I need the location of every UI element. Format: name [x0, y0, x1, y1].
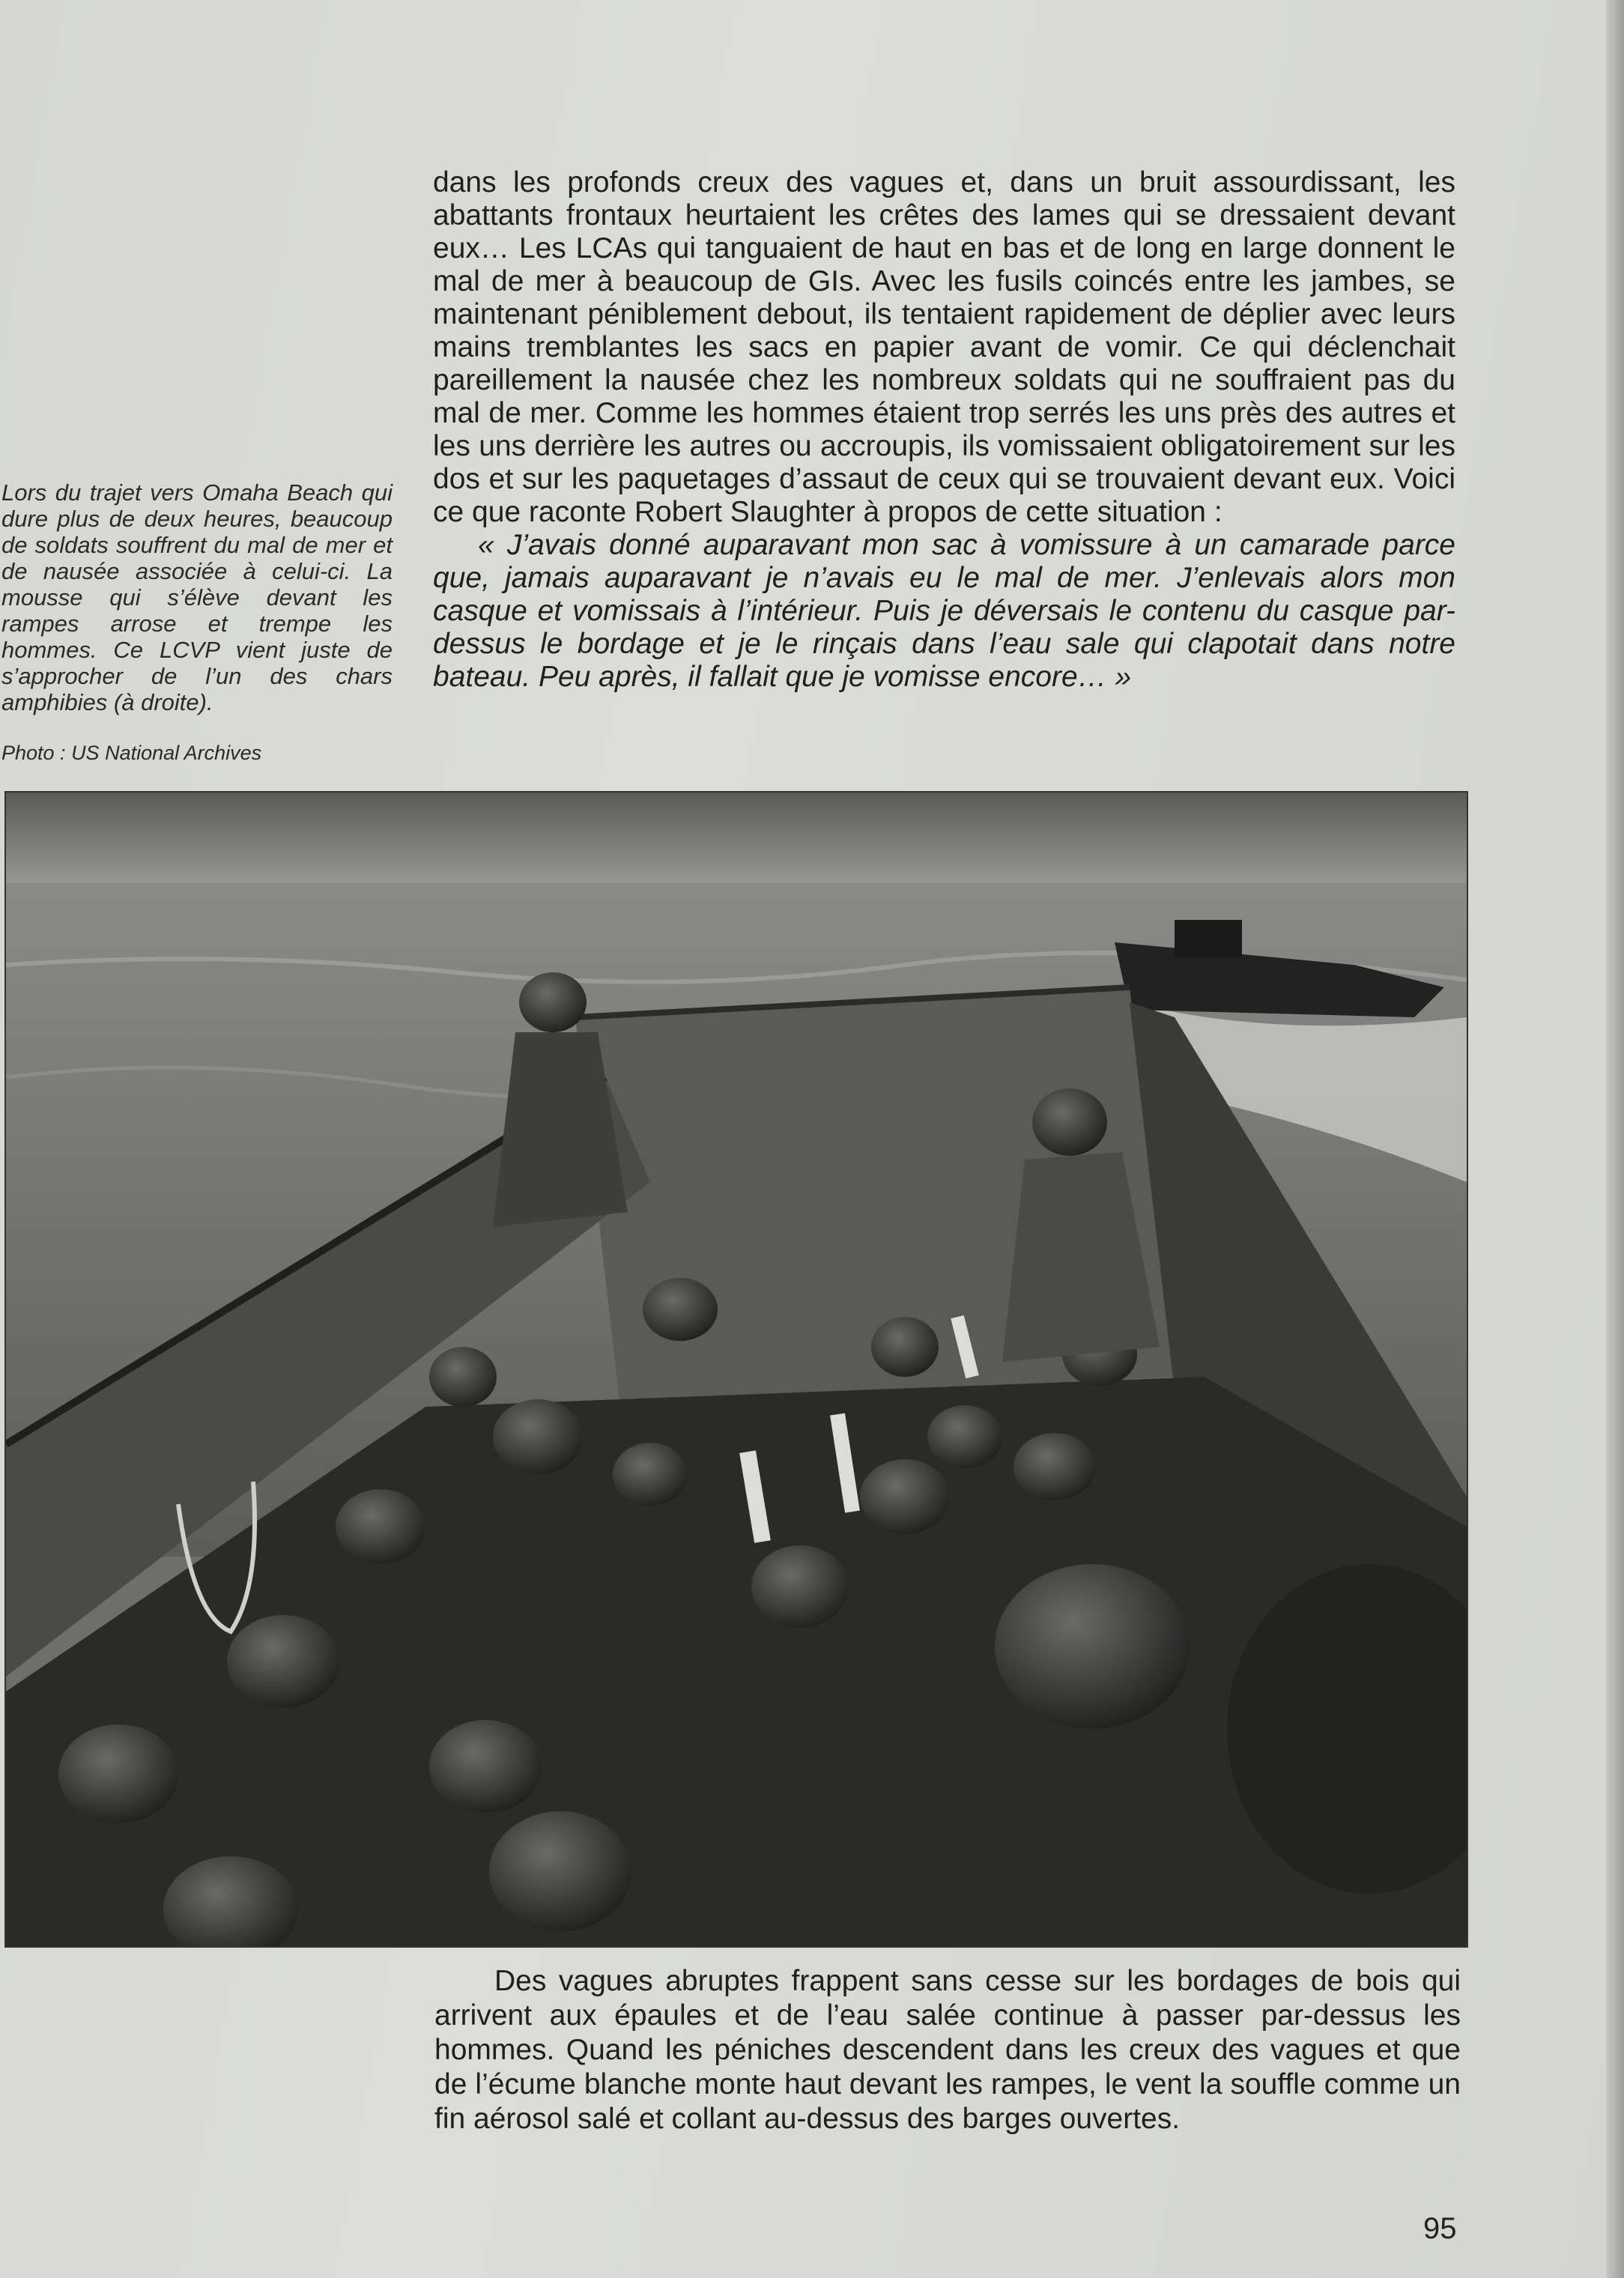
page-number: 95: [1423, 2212, 1457, 2245]
main-paragraph: dans les profonds creux des vagues et, dans un bruit assourdissant, les abattants frontaux heurtaient les crêtes des lames qui se dressaient devant eux… Les LCAs qui tanguaient de haut en bas et de long en large donnent le mal de mer à beaucoup de GIs. Avec les fusils coincés entre les jambes, se maintenant péniblement debout, ils tentaient rapidement de déplier avec leurs mains tremblantes les sacs en papier avant de vomir. Ce qui déclenchait pareillement la nausée chez les nombreux soldats qui ne souffraient pas du mal de mer. Comme les hommes étaient trop serrés les uns près des autres et les uns derrière les autres ou accroupis, ils vomissaient obligatoirement sur les dos et sur les paquetages d’assaut de ceux qui se trouvaient devant eux. Voici ce que raconte Robert Slaughter à propos de cette situation :: [433, 166, 1455, 528]
landing-craft-photo: [4, 791, 1468, 1948]
photo-illustration: [6, 793, 1467, 1946]
side-caption: Lors du trajet vers Omaha Beach qui dure plus de deux heures, beaucoup de soldats souffrent du mal de mer et de nausée associée à celui-ci. La mousse qui s’élève devant les rampes arrose et trempe les hommes. Ce LCVP vient juste de s’approcher de l’un des chars amphibies (à droite).: [1, 479, 393, 715]
photo-credit: Photo : US National Archives: [1, 742, 262, 764]
main-text-column: [433, 166, 1455, 694]
page-edge: [1606, 0, 1624, 2278]
slaughter-quote: « J’avais donné auparavant mon sac à vomissure à un camarade parce que, jamais auparavant je n’avais eu le mal de mer. J’enlevais alors mon casque et vomissais à l’intérieur. Puis je déversais le contenu du casque par-dessus le bordage et je le rinçais dans l’eau sale qui clapotait dans notre bateau. Peu après, il fallait que je vomisse encore… »: [433, 529, 1455, 693]
bottom-paragraph: Des vagues abruptes frappent sans cesse sur les bordages de bois qui arrivent aux épaules et de l’eau salée continue à passer par-dessus les hommes. Quand les péniches descendent dans les creux des vagues et que de l’écume blanche monte haut devant les rampes, le vent la souffle comme un fin aérosol salé et collant au-dessus des barges ouvertes.: [434, 1965, 1461, 2135]
